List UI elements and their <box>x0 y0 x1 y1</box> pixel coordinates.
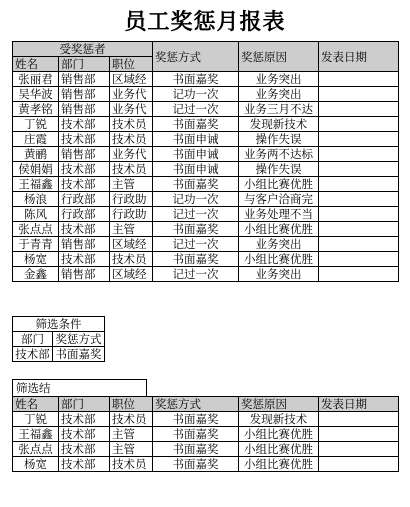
criteria-header[interactable]: 奖惩方式 <box>53 332 105 347</box>
table-row <box>13 427 399 442</box>
date-cell[interactable] <box>319 117 399 132</box>
dept-cell[interactable]: 技术部 <box>59 427 110 442</box>
column-header[interactable]: 奖惩方式 <box>153 397 239 412</box>
method-cell[interactable]: 记功一次 <box>153 87 239 102</box>
table-row <box>13 117 399 132</box>
criteria-table <box>12 316 105 362</box>
reason-cell[interactable]: 操作失误 <box>239 132 319 147</box>
date-cell[interactable] <box>319 177 399 192</box>
date-cell[interactable] <box>319 87 399 102</box>
position-cell[interactable]: 主管 <box>110 177 153 192</box>
table-row <box>13 102 399 117</box>
date-cell[interactable] <box>319 147 399 162</box>
name-cell[interactable]: 杨浪 <box>13 192 59 207</box>
table-row <box>13 87 399 102</box>
method-cell[interactable]: 书面嘉奖 <box>153 222 239 237</box>
method-cell[interactable]: 记功一次 <box>153 192 239 207</box>
column-header[interactable]: 奖惩原因 <box>239 397 319 412</box>
method-cell[interactable]: 书面申诫 <box>153 132 239 147</box>
table-row <box>13 457 399 472</box>
date-cell[interactable] <box>319 442 399 457</box>
date-cell[interactable] <box>319 267 399 282</box>
date-cell[interactable] <box>319 237 399 252</box>
date-cell[interactable] <box>319 252 399 267</box>
dept-cell[interactable]: 技术部 <box>59 442 110 457</box>
column-header[interactable]: 奖惩方式 <box>153 42 239 72</box>
group-header-cell: 受奖惩者 <box>13 42 153 57</box>
reason-cell[interactable]: 小组比赛优胜 <box>239 222 319 237</box>
position-cell[interactable]: 技术员 <box>110 132 153 147</box>
table-row <box>13 72 399 87</box>
method-cell[interactable]: 书面嘉奖 <box>153 427 239 442</box>
reason-cell[interactable]: 操作失误 <box>239 162 319 177</box>
position-cell[interactable]: 区域经 <box>110 237 153 252</box>
method-cell[interactable]: 书面嘉奖 <box>153 117 239 132</box>
date-cell[interactable] <box>319 132 399 147</box>
dept-cell[interactable]: 销售部 <box>59 87 110 102</box>
column-header[interactable]: 姓名 <box>13 57 59 72</box>
column-header[interactable]: 发表日期 <box>319 397 399 412</box>
reason-cell[interactable]: 业务突出 <box>239 237 319 252</box>
reason-cell[interactable]: 业务突出 <box>239 267 319 282</box>
table-row <box>13 412 399 427</box>
dept-cell[interactable]: 行政部 <box>59 207 110 222</box>
column-header[interactable]: 奖惩原因 <box>239 42 319 72</box>
result-table <box>12 396 399 472</box>
position-cell[interactable]: 业务代 <box>110 87 153 102</box>
name-cell[interactable]: 吴华波 <box>13 87 59 102</box>
name-cell[interactable]: 侯娟娟 <box>13 162 59 177</box>
reason-cell[interactable]: 小组比赛优胜 <box>239 427 319 442</box>
position-cell[interactable]: 行政助 <box>110 192 153 207</box>
name-cell[interactable]: 王福鑫 <box>13 427 59 442</box>
name-cell[interactable]: 杨宽 <box>13 457 59 472</box>
reason-cell[interactable]: 小组比赛优胜 <box>239 252 319 267</box>
name-cell[interactable]: 杨宽 <box>13 252 59 267</box>
reason-cell[interactable]: 小组比赛优胜 <box>239 442 319 457</box>
dept-cell[interactable]: 销售部 <box>59 237 110 252</box>
position-cell[interactable]: 行政助 <box>110 207 153 222</box>
position-cell[interactable]: 业务代 <box>110 147 153 162</box>
dept-cell[interactable]: 销售部 <box>59 102 110 117</box>
position-cell[interactable]: 技术员 <box>110 252 153 267</box>
dept-cell[interactable]: 技术部 <box>59 412 110 427</box>
table-row <box>13 192 399 207</box>
name-cell[interactable]: 黄鹂 <box>13 147 59 162</box>
reason-cell[interactable]: 发现新技术 <box>239 117 319 132</box>
name-cell[interactable]: 于青青 <box>13 237 59 252</box>
reason-cell[interactable]: 业务两不达标 <box>239 147 319 162</box>
method-cell[interactable]: 记过一次 <box>153 102 239 117</box>
name-cell[interactable]: 丁锐 <box>13 117 59 132</box>
name-cell[interactable]: 王福鑫 <box>13 177 59 192</box>
method-cell[interactable]: 书面嘉奖 <box>153 252 239 267</box>
dept-cell[interactable]: 技术部 <box>59 457 110 472</box>
position-cell[interactable]: 主管 <box>110 427 153 442</box>
position-cell[interactable]: 技术员 <box>110 457 153 472</box>
name-cell[interactable]: 庄霞 <box>13 132 59 147</box>
method-cell[interactable]: 记过一次 <box>153 237 239 252</box>
dept-cell[interactable]: 技术部 <box>59 117 110 132</box>
position-cell[interactable]: 主管 <box>110 442 153 457</box>
criteria-title[interactable]: 筛选条件 <box>13 317 105 332</box>
table-row <box>13 252 399 267</box>
date-cell[interactable] <box>319 192 399 207</box>
reason-cell[interactable]: 发现新技术 <box>239 412 319 427</box>
table-row <box>13 222 399 237</box>
name-cell[interactable]: 张点点 <box>13 222 59 237</box>
position-cell[interactable]: 技术员 <box>110 412 153 427</box>
reason-cell[interactable]: 业务处理不当 <box>239 207 319 222</box>
column-header[interactable]: 职位 <box>110 57 153 72</box>
dept-cell[interactable]: 销售部 <box>59 267 110 282</box>
date-cell[interactable] <box>319 207 399 222</box>
table-row <box>13 177 399 192</box>
dept-cell[interactable]: 销售部 <box>59 147 110 162</box>
reason-cell[interactable]: 业务突出 <box>239 72 319 87</box>
date-cell[interactable] <box>319 72 399 87</box>
reason-cell[interactable]: 小组比赛优胜 <box>239 457 319 472</box>
result-caption[interactable]: 筛选结 <box>12 379 147 396</box>
table-row <box>13 162 399 177</box>
date-cell[interactable] <box>319 412 399 427</box>
name-cell[interactable]: 陈风 <box>13 207 59 222</box>
column-header[interactable]: 发表日期 <box>319 42 399 72</box>
method-cell[interactable]: 书面嘉奖 <box>153 457 239 472</box>
dept-cell[interactable]: 技术部 <box>59 252 110 267</box>
table-row <box>13 237 399 252</box>
criteria-value[interactable]: 书面嘉奖 <box>53 347 105 362</box>
header-row <box>13 397 399 412</box>
column-header[interactable]: 部门 <box>59 397 110 412</box>
dept-cell[interactable]: 技术部 <box>59 132 110 147</box>
method-cell[interactable]: 书面嘉奖 <box>153 177 239 192</box>
position-cell[interactable]: 主管 <box>110 222 153 237</box>
table-row <box>13 207 399 222</box>
criteria-value[interactable]: 技术部 <box>13 347 53 362</box>
method-cell[interactable]: 书面嘉奖 <box>153 442 239 457</box>
date-cell[interactable] <box>319 162 399 177</box>
dept-cell[interactable]: 技术部 <box>59 222 110 237</box>
date-cell[interactable] <box>319 457 399 472</box>
dept-cell[interactable]: 行政部 <box>59 192 110 207</box>
position-cell[interactable]: 区域经 <box>110 267 153 282</box>
table-row <box>13 132 399 147</box>
table-row <box>13 442 399 457</box>
position-cell[interactable]: 区域经 <box>110 72 153 87</box>
position-cell[interactable]: 技术员 <box>110 162 153 177</box>
group-header-row <box>13 42 399 57</box>
date-cell[interactable] <box>319 427 399 442</box>
report-title: 员工奖惩月报表 <box>124 10 286 35</box>
method-cell[interactable]: 书面申诫 <box>153 147 239 162</box>
date-cell[interactable] <box>319 222 399 237</box>
name-cell[interactable]: 丁锐 <box>13 412 59 427</box>
method-cell[interactable]: 记过一次 <box>153 267 239 282</box>
position-cell[interactable]: 业务代 <box>110 102 153 117</box>
name-cell[interactable]: 张点点 <box>13 442 59 457</box>
name-cell[interactable]: 金鑫 <box>13 267 59 282</box>
reason-cell[interactable]: 业务突出 <box>239 87 319 102</box>
dept-cell[interactable]: 技术部 <box>59 177 110 192</box>
reason-cell[interactable]: 业务三月不达 <box>239 102 319 117</box>
dept-cell[interactable]: 技术部 <box>59 162 110 177</box>
name-cell[interactable]: 张丽君 <box>13 72 59 87</box>
reason-cell[interactable]: 小组比赛优胜 <box>239 177 319 192</box>
table-row <box>13 267 399 282</box>
position-cell[interactable]: 技术员 <box>110 117 153 132</box>
method-cell[interactable]: 书面申诫 <box>153 162 239 177</box>
column-header[interactable]: 职位 <box>110 397 153 412</box>
column-header[interactable]: 部门 <box>59 57 110 72</box>
name-cell[interactable]: 黄孝铭 <box>13 102 59 117</box>
method-cell[interactable]: 书面嘉奖 <box>153 412 239 427</box>
column-header[interactable]: 姓名 <box>13 397 59 412</box>
date-cell[interactable] <box>319 102 399 117</box>
main-table <box>12 41 399 282</box>
method-cell[interactable]: 记过一次 <box>153 207 239 222</box>
dept-cell[interactable]: 销售部 <box>59 72 110 87</box>
criteria-header[interactable]: 部门 <box>13 332 53 347</box>
method-cell[interactable]: 书面嘉奖 <box>153 72 239 87</box>
reason-cell[interactable]: 与客户洽商完 <box>239 192 319 207</box>
table-row <box>13 147 399 162</box>
